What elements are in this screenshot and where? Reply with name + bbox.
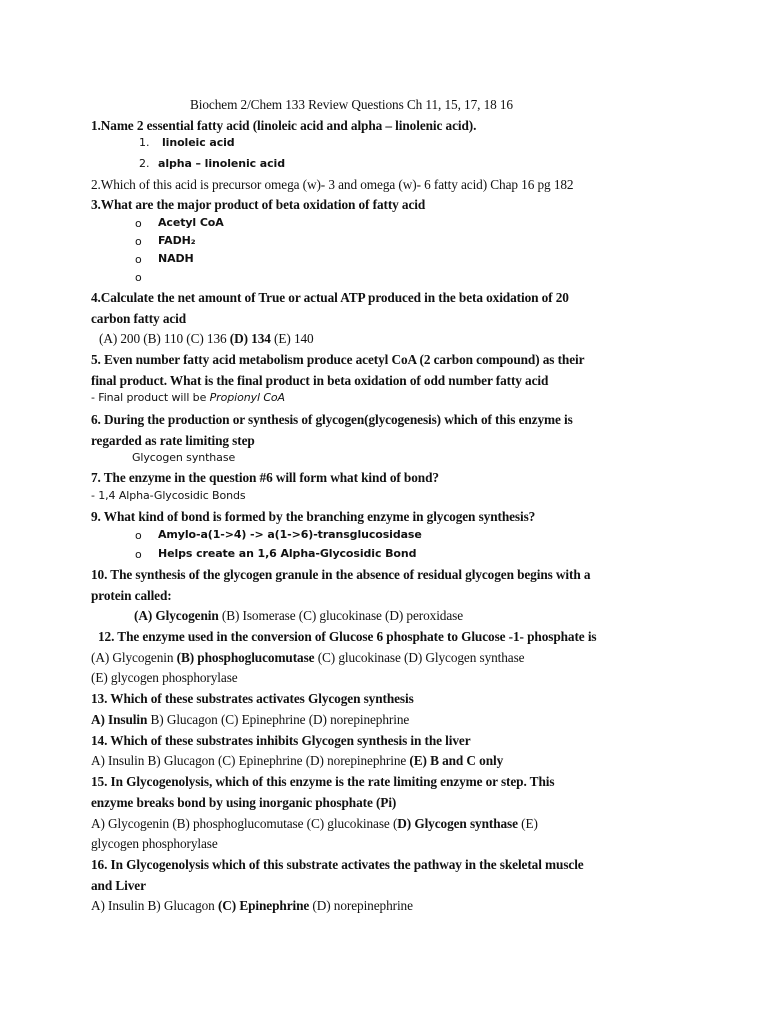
question-12: 12. The enzyme used in the conversion of Glucose 6 phosphate to Glucose -1- phosphate is	[98, 629, 597, 644]
document-title: Biochem 2/Chem 133 Review Questions Ch 11, 15, 17, 18 16	[190, 97, 513, 112]
list-item: alpha – linolenic acid	[158, 157, 285, 170]
bullet-marker: o	[135, 548, 142, 561]
bullet-marker: o	[135, 529, 142, 542]
answer-text: - 1,4 Alpha-Glycosidic Bonds	[91, 489, 246, 502]
list-item: Acetyl CoA	[158, 216, 224, 229]
answer-options: (A) 200 (B) 110 (C) 136 (D) 134 (E) 140	[99, 331, 314, 346]
question-16: 16. In Glycogenolysis which of this substrate activates the pathway in the skeletal muscle	[91, 857, 584, 872]
answer-text: Glycogen synthase	[132, 451, 236, 464]
list-item: Amylo-a(1->4) -> a(1->6)-transglucosidase	[158, 528, 422, 541]
list-number: 2.	[139, 157, 150, 170]
bullet-marker: o	[135, 253, 142, 266]
question-3: 3.What are the major product of beta oxidation of fatty acid	[91, 197, 426, 212]
list-item: Helps create an 1,6 Alpha-Glycosidic Bond	[158, 547, 417, 560]
answer-options: A) Insulin B) Glucagon (C) Epinephrine (D) norepinephrine	[91, 898, 413, 913]
question-5-continued: final product. What is the final product in beta oxidation of odd number fatty acid	[91, 373, 549, 388]
question-10: 10. The synthesis of the glycogen granule in the absence of residual glycogen begins with a	[91, 567, 591, 582]
question-9: 9. What kind of bond is formed by the branching enzyme in glycogen synthesis?	[91, 509, 536, 524]
question-6: 6. During the production or synthesis of glycogen(glycogenesis) which of this enzyme is	[91, 412, 573, 427]
answer-options: A) Glycogenin (B) phosphoglucomutase (C) glucokinase (D) Glycogen synthase (E)	[91, 816, 538, 831]
question-7: 7. The enzyme in the question #6 will form what kind of bond?	[91, 470, 439, 485]
list-item: NADH	[158, 252, 194, 265]
answer-options-continued: glycogen phosphorylase	[91, 836, 218, 851]
list-item: FADH₂	[158, 234, 196, 247]
answer-options: (A) Glycogenin (B) phosphoglucomutase (C) glucokinase (D) Glycogen synthase	[91, 650, 525, 665]
bullet-marker: o	[135, 217, 142, 230]
question-4-continued: carbon fatty acid	[91, 311, 187, 326]
question-5: 5. Even number fatty acid metabolism produce acetyl CoA (2 carbon compound) as their	[91, 352, 585, 367]
question-10-continued: protein called:	[91, 588, 172, 603]
question-14: 14. Which of these substrates inhibits Glycogen synthesis in the liver	[91, 733, 471, 748]
question-2: 2.Which of this acid is precursor omega (w)- 3 and omega (w)- 6 fatty acid) Chap 16 pg 182	[91, 177, 574, 192]
question-15: 15. In Glycogenolysis, which of this enzyme is the rate limiting enzyme or step. This	[91, 774, 555, 789]
answer-options: A) Insulin B) Glucagon (C) Epinephrine (D) norepinephrine	[91, 712, 410, 727]
question-4: 4.Calculate the net amount of True or actual ATP produced in the beta oxidation of 20	[91, 290, 569, 305]
question-1: 1.Name 2 essential fatty acid (linoleic acid and alpha – linolenic acid).	[91, 118, 477, 133]
answer-options: (A) Glycogenin (B) Isomerase (C) glucokinase (D) peroxidase	[134, 608, 464, 623]
answer-text: - Final product will be Propionyl CoA	[91, 391, 285, 404]
list-number: 1.	[139, 136, 150, 149]
question-6-continued: regarded as rate limiting step	[91, 433, 255, 448]
question-15-continued: enzyme breaks bond by using inorganic phosphate (Pi)	[91, 795, 397, 810]
bullet-marker: o	[135, 271, 142, 284]
answer-options-continued: (E) glycogen phosphorylase	[91, 670, 238, 685]
question-16-continued: and Liver	[91, 878, 146, 893]
answer-options: A) Insulin B) Glucagon (C) Epinephrine (D) norepinephrine (E) B and C only	[91, 753, 504, 768]
list-item: linoleic acid	[162, 136, 235, 149]
question-13: 13. Which of these substrates activates Glycogen synthesis	[91, 691, 414, 706]
bullet-marker: o	[135, 235, 142, 248]
